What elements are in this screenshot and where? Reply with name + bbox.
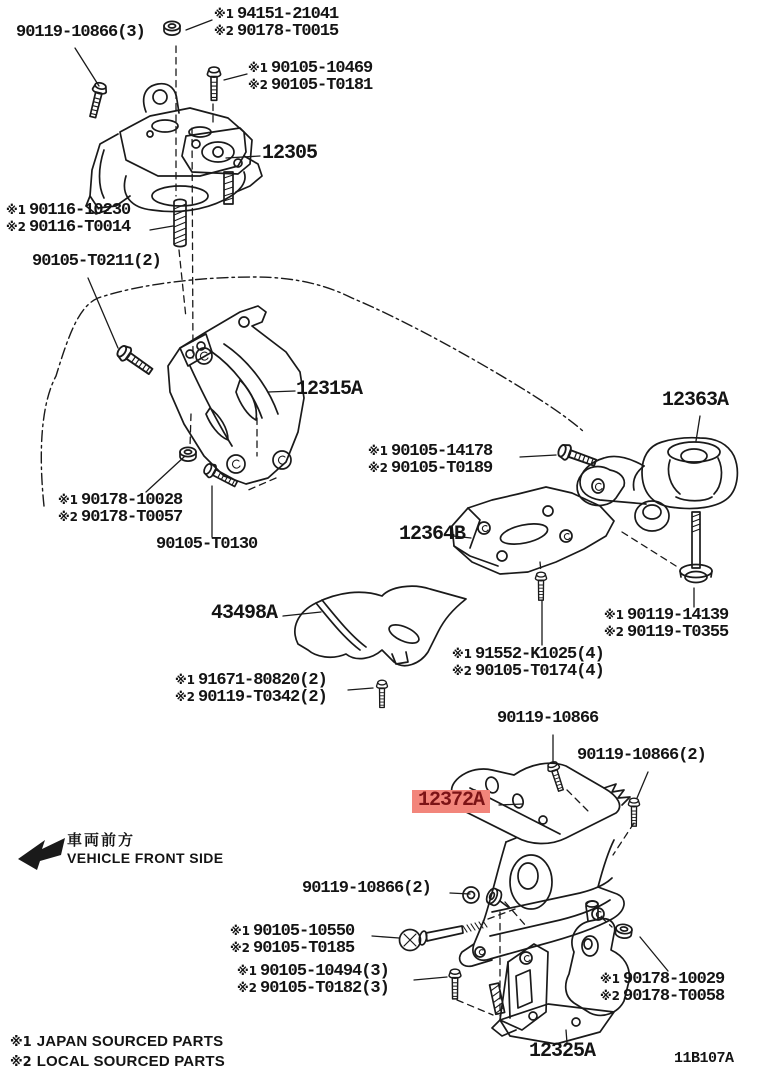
part-label-12372A: [412, 790, 490, 813]
part-number: 90119-10866: [497, 709, 599, 728]
source-ref-marker: ※1: [600, 972, 621, 986]
ref1-marker: ※1: [10, 1035, 32, 1050]
part-number: 90105-10494(3): [260, 962, 389, 981]
part-number: 12315A: [296, 378, 363, 401]
part-label-43498A: [211, 604, 277, 624]
part-label-90105-10469: [248, 60, 372, 95]
part-number: 12325A: [529, 1040, 596, 1063]
part-label-90105-T0211: [32, 253, 161, 270]
part-number: 90178-T0057: [81, 508, 183, 528]
part-number: 12372A: [418, 789, 485, 812]
legend: [10, 1033, 225, 1073]
part-number: 90119-T0342(2): [198, 688, 327, 708]
part-label-90119-10866: [497, 710, 598, 727]
part-number: 90105-T0185: [253, 939, 355, 959]
part-label-90105-T0130: [156, 536, 257, 553]
part-number: 90178-10029: [623, 970, 725, 989]
source-ref-marker: ※1: [237, 964, 258, 978]
source-ref-marker: ※1: [58, 493, 79, 507]
part-label-90178-10029: [600, 971, 724, 1006]
source-ref-marker: ※1: [214, 7, 235, 21]
part-label-12364B: [399, 525, 465, 545]
part-label-90119-14139: [604, 607, 728, 642]
source-ref-marker: ※2: [230, 941, 251, 956]
part-label-90105-10494: [237, 963, 389, 998]
source-ref-marker: ※2: [600, 989, 621, 1004]
part-number: 90105-T0189: [391, 459, 493, 479]
part-label-91552-K1025: [452, 646, 604, 681]
part-number: 90119-14139: [627, 606, 729, 625]
part-number: 90119-T0355: [627, 623, 729, 643]
part-number: 12364B: [399, 523, 466, 546]
ref2-marker: ※2: [10, 1055, 32, 1070]
source-ref-marker: ※2: [6, 220, 27, 235]
part-label-94151-21041: [214, 6, 338, 41]
part-number: 90178-10028: [81, 491, 183, 510]
source-ref-marker: ※2: [175, 690, 196, 705]
source-ref-marker: ※2: [214, 24, 235, 39]
part-number: 94151-21041: [237, 5, 339, 24]
source-ref-marker: ※2: [452, 664, 473, 679]
part-label-90178-10028: [58, 492, 182, 527]
part-label-12305: [262, 144, 317, 164]
source-ref-marker: ※2: [248, 78, 269, 93]
part-label-91671-80820: [175, 672, 327, 707]
part-number: 90105-T0130: [156, 535, 258, 554]
part-number: 90178-T0015: [237, 22, 339, 42]
vehicle-front-label-en: VEHICLE FRONT SIDE: [67, 850, 224, 866]
source-ref-marker: ※1: [368, 444, 389, 458]
legend-text: JAPAN SOURCED PARTS: [36, 1033, 224, 1050]
legend-japan-sourced: [10, 1033, 225, 1050]
source-ref-marker: ※1: [230, 924, 251, 938]
part-number: 90105-T0211(2): [32, 252, 161, 271]
vehicle-front-indicator: [67, 829, 224, 866]
part-number: 90105-T0174(4): [475, 662, 604, 682]
part-number: 43498A: [211, 602, 278, 625]
part-number: 90105-10550: [253, 922, 355, 941]
part-number: 90105-T0181: [271, 76, 373, 96]
part-number: 91552-K1025(4): [475, 645, 604, 664]
source-ref-marker: ※1: [248, 61, 269, 75]
part-number: 90119-10866(3): [16, 23, 145, 42]
part-number: 12305: [262, 142, 318, 165]
part-number: 90119-10866(2): [577, 746, 706, 765]
part-number: 90105-T0182(3): [260, 979, 389, 999]
part-number: 91671-80820(2): [198, 671, 327, 690]
diagram-code: 11B107A: [674, 1050, 734, 1067]
source-ref-marker: ※2: [237, 981, 258, 996]
part-label-90119-10866-3: [16, 24, 145, 41]
part-label-90119-10866-2-upper: [577, 747, 706, 764]
legend-text: LOCAL SOURCED PARTS: [36, 1053, 225, 1070]
source-ref-marker: ※1: [175, 673, 196, 687]
part-number: 90178-T0058: [623, 987, 725, 1007]
part-label-12325A: [529, 1042, 595, 1062]
part-number: 90105-14178: [391, 442, 493, 461]
part-label-12315A: [296, 380, 362, 400]
source-ref-marker: ※1: [452, 647, 473, 661]
part-label-90119-10866-2-lower: [302, 880, 431, 897]
source-ref-marker: ※2: [58, 510, 79, 525]
part-number: 90116-T0014: [29, 218, 131, 238]
part-number: 90105-10469: [271, 59, 373, 78]
source-ref-marker: ※1: [6, 203, 27, 217]
part-label-12363A: [662, 391, 728, 411]
source-ref-marker: ※1: [604, 608, 625, 622]
legend-local-sourced: [10, 1053, 225, 1070]
part-number: 12363A: [662, 389, 729, 412]
part-number: 90116-10230: [29, 201, 131, 220]
part-number: 90119-10866(2): [302, 879, 431, 898]
source-ref-marker: ※2: [368, 461, 389, 476]
source-ref-marker: ※2: [604, 625, 625, 640]
vehicle-front-label-jp: 車両前方: [67, 831, 136, 849]
part-label-90105-10550: [230, 923, 354, 958]
part-label-90105-14178: [368, 443, 492, 478]
part-label-90116-10230: [6, 202, 130, 237]
